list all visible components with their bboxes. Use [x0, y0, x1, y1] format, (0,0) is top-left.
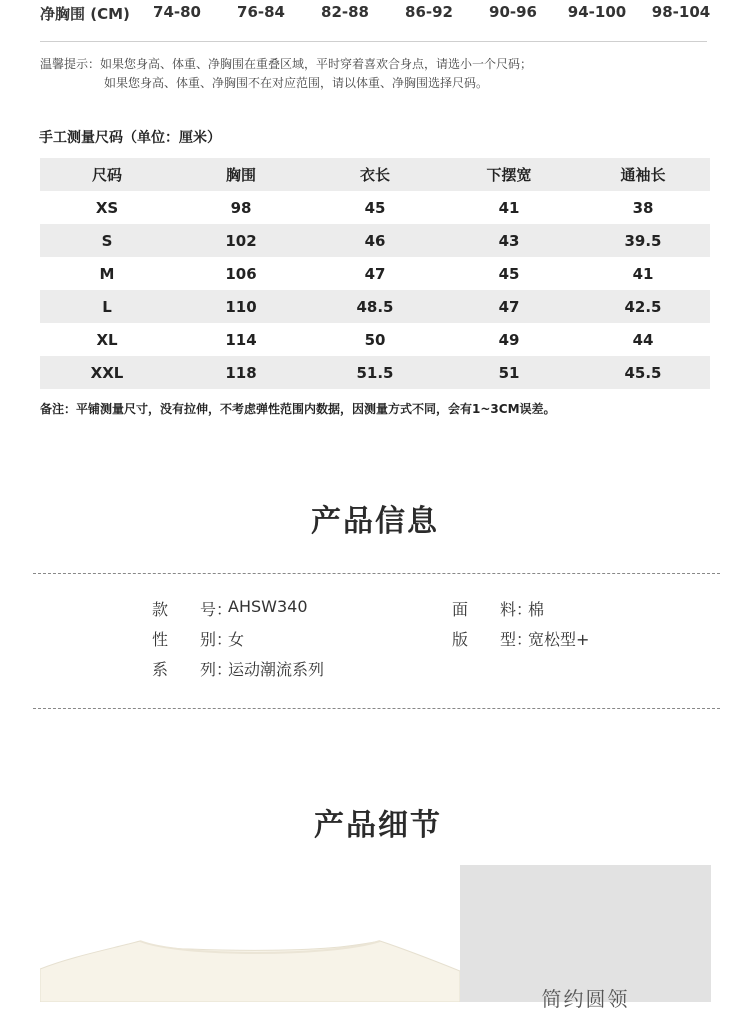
table-row — [40, 224, 710, 257]
table-cell: M — [99, 264, 115, 283]
table-row — [40, 290, 710, 323]
chest-value: 86-92 — [405, 3, 453, 21]
style-no-label: 款 号： — [152, 600, 233, 619]
divider — [40, 41, 707, 42]
table-cell: 98 — [230, 198, 252, 217]
table-cell: 41 — [632, 264, 654, 283]
sweatshirt-image — [40, 865, 460, 1002]
material-label: 面 料： — [452, 600, 533, 619]
table-cell: 46 — [308, 224, 442, 257]
chest-value: 74-80 — [153, 3, 201, 21]
size-tip-line-2: 如果您身高、体重、净胸围不在对应范围，请以体重、净胸围选择尺码。 — [104, 76, 489, 90]
table-cell: 45 — [364, 198, 386, 217]
fit-label: 版 型： — [452, 630, 533, 649]
table-cell: 42.5 — [576, 290, 710, 323]
header-cell: 胸围 — [174, 158, 308, 191]
chest-value: 98-104 — [651, 3, 711, 21]
table-row — [40, 257, 710, 290]
table-cell: 47 — [442, 290, 576, 323]
measure-note: 备注：平铺测量尺寸，没有拉伸，不考虑弹性范围内数据，因测量方式不同，会有1~3CM误差。 — [40, 402, 556, 416]
table-cell: XS — [95, 198, 119, 217]
table-row — [40, 191, 710, 224]
series-label: 系 列： — [152, 660, 233, 679]
table-cell: 41 — [498, 198, 520, 217]
chest-value: 76-84 — [237, 3, 285, 21]
table-cell: 44 — [632, 330, 654, 349]
table-cell: XL — [96, 330, 118, 349]
chest-value: 94-100 — [567, 3, 627, 21]
dashed-divider — [33, 708, 720, 709]
table-cell: 38 — [632, 198, 654, 217]
material-value: 棉 — [528, 600, 545, 619]
style-no-value: AHSW340 — [228, 597, 308, 616]
table-cell: 49 — [498, 330, 520, 349]
table-cell: 43 — [442, 224, 576, 257]
chest-label: 净胸围 (CM) — [40, 5, 130, 23]
table-header-row — [40, 158, 710, 191]
table-cell: 102 — [174, 224, 308, 257]
table-cell: L — [40, 290, 174, 323]
table-cell: 45 — [498, 264, 520, 283]
size-table — [40, 158, 710, 389]
table-cell: 118 — [174, 356, 308, 389]
table-cell: 50 — [364, 330, 386, 349]
dashed-divider — [33, 573, 720, 574]
gender-label: 性 别： — [152, 630, 233, 649]
table-row — [40, 356, 710, 389]
product-info-title: 产品信息 — [311, 504, 439, 539]
table-cell: 51 — [442, 356, 576, 389]
table-row — [40, 323, 710, 356]
header-cell: 衣长 — [308, 158, 442, 191]
measure-title: 手工测量尺码（单位：厘米） — [39, 130, 221, 146]
table-cell: 39.5 — [576, 224, 710, 257]
table-cell: S — [40, 224, 174, 257]
fit-value: 宽松型+ — [528, 630, 590, 649]
table-cell: XXL — [40, 356, 174, 389]
table-cell: 51.5 — [308, 356, 442, 389]
chest-value: 90-96 — [489, 3, 537, 21]
table-cell: 114 — [225, 330, 257, 349]
gender-value: 女 — [228, 630, 245, 649]
chest-value: 82-88 — [321, 3, 369, 21]
table-cell: 106 — [225, 264, 257, 283]
table-cell: 48.5 — [308, 290, 442, 323]
header-cell: 尺码 — [40, 158, 174, 191]
header-cell: 通袖长 — [576, 158, 710, 191]
detail-panel-caption: 简约圆领 — [541, 987, 630, 1011]
series-value: 运动潮流系列 — [228, 660, 325, 679]
chest-size-row — [0, 0, 750, 30]
product-detail-title: 产品细节 — [314, 808, 442, 843]
header-cell: 下摆宽 — [442, 158, 576, 191]
product-photo — [40, 865, 460, 1002]
size-tip-line-1: 温馨提示：如果您身高、体重、净胸围在重叠区域，平时穿着喜欢合身点，请选小一个尺码； — [40, 57, 533, 71]
table-cell: 45.5 — [576, 356, 710, 389]
table-cell: 110 — [174, 290, 308, 323]
detail-panel — [460, 865, 711, 1002]
table-cell: 47 — [364, 264, 386, 283]
